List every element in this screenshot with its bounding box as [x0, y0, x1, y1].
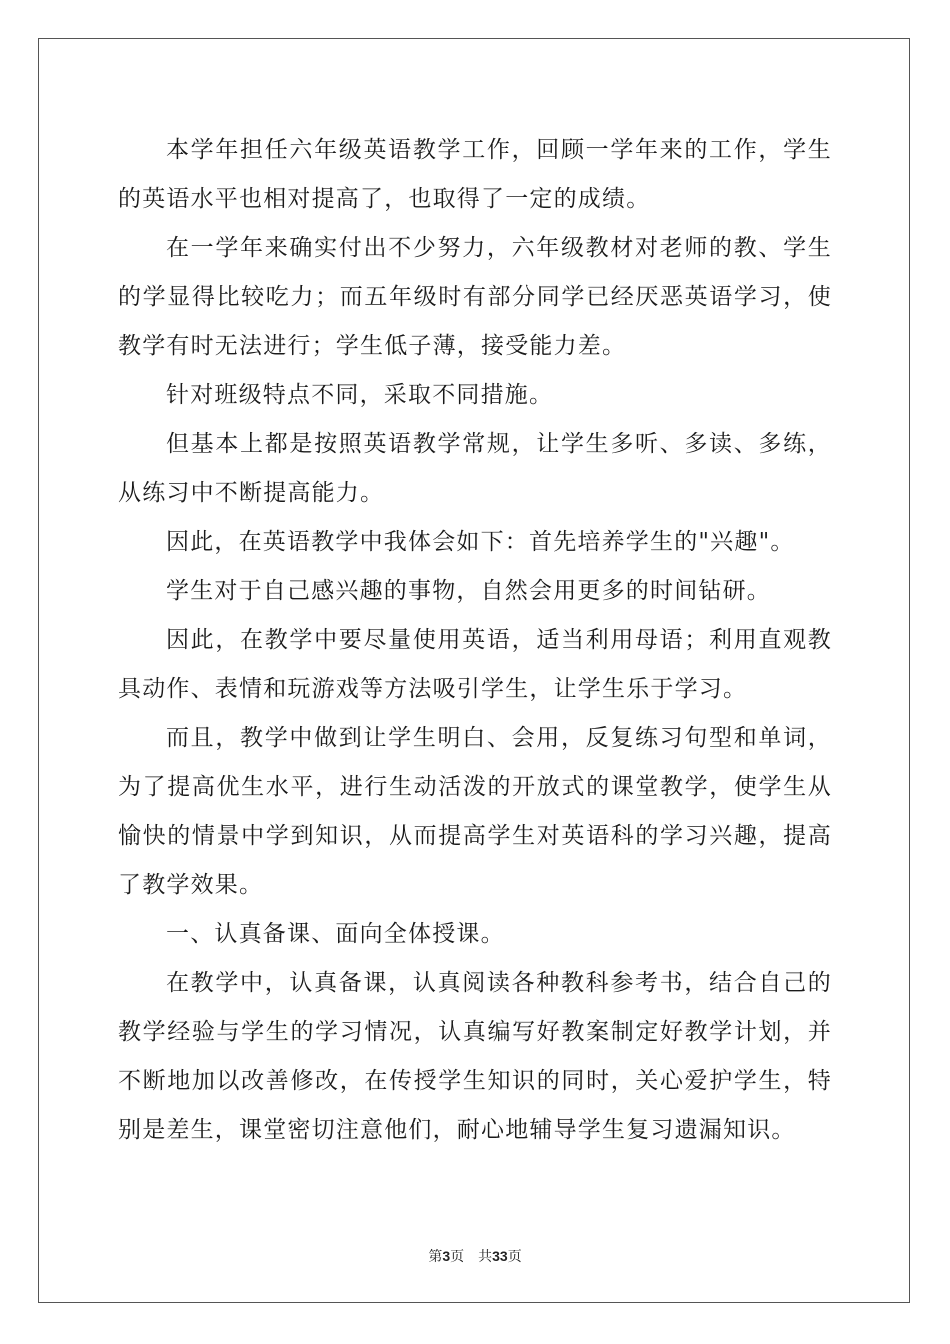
document-body — [118, 126, 832, 1155]
page-footer — [0, 1246, 950, 1267]
paragraph: 但基本上都是按照英语教学常规，让学生多听、多读、多练，从练习中不断提高能力。 — [118, 431, 832, 506]
total-prefix: 共 — [478, 1249, 493, 1265]
total-pages: 33 — [492, 1248, 508, 1264]
section-heading: 一、认真备课、面向全体授课。 — [166, 921, 505, 947]
paragraph: 在教学中，认真备课，认真阅读各种教科参考书，结合自己的教学经验与学生的学习情况，认真编写好教案制定好教学计划，并不断地加以改善修改，在传授学生知识的同时，关心爱护学生，特别是差生，课堂密切注意他们，耐心地辅导学生复习遗漏知识。 — [118, 970, 832, 1143]
paragraph: 因此，在英语教学中我体会如下：首先培养学生的"兴趣"。 — [166, 529, 795, 555]
paragraph: 本学年担任六年级英语教学工作，回顾一学年来的工作，学生的英语水平也相对提高了，也取得了一定的成绩。 — [118, 137, 832, 212]
paragraph: 因此，在教学中要尽量使用英语，适当利用母语；利用直观教具动作、表情和玩游戏等方法吸引学生，让学生乐于学习。 — [118, 627, 832, 702]
page-suffix: 页 — [450, 1249, 465, 1265]
page-prefix: 第 — [428, 1249, 443, 1265]
paragraph: 针对班级特点不同，采取不同措施。 — [166, 382, 554, 408]
paragraph: 在一学年来确实付出不少努力，六年级教材对老师的教、学生的学显得比较吃力；而五年级时有部分同学已经厌恶英语学习，使教学有时无法进行；学生低子薄，接受能力差。 — [118, 235, 832, 359]
paragraph: 而且，教学中做到让学生明白、会用，反复练习句型和单词，为了提高优生水平，进行生动活泼的开放式的课堂教学，使学生从愉快的情景中学到知识，从而提高学生对英语科的学习兴趣，提高了教学效果。 — [118, 725, 832, 898]
page-number: 3 — [442, 1248, 451, 1264]
total-suffix: 页 — [507, 1249, 522, 1265]
paragraph: 学生对于自己感兴趣的事物，自然会用更多的时间钻研。 — [166, 578, 771, 604]
